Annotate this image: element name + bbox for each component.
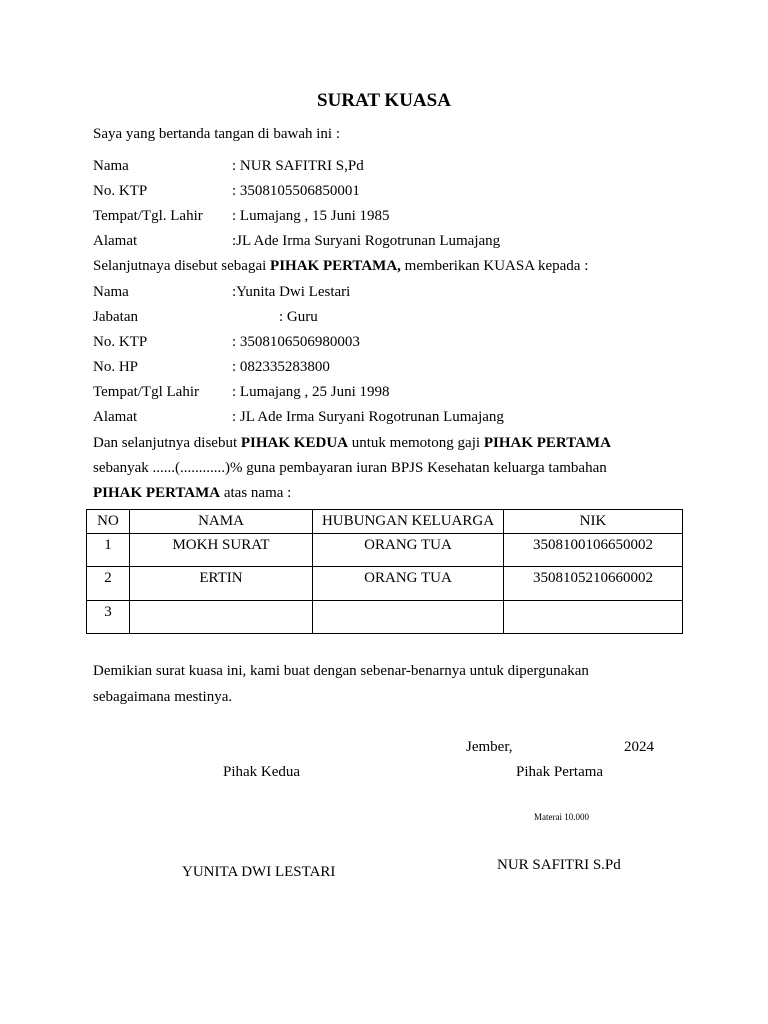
- second-party-position-value: : Guru: [279, 309, 318, 325]
- second-party-ttl-label: Tempat/Tgl Lahir: [93, 384, 199, 400]
- first-party-ktp-value: : 3508105506850001: [232, 183, 360, 199]
- signature-place: Jember,: [466, 739, 513, 755]
- family-table: [86, 509, 683, 634]
- statement-second-bold1: PIHAK KEDUA: [240, 435, 348, 451]
- table-header-row: [87, 510, 683, 534]
- second-party-address-label: Alamat: [93, 409, 138, 425]
- intro-text: Saya yang bertanda tangan di bawah ini :: [93, 126, 341, 142]
- first-party-signature-name: NUR SAFITRI S.Pd: [497, 857, 621, 873]
- second-party-position-label: Jabatan: [93, 309, 138, 325]
- document-title: SURAT KUASA: [317, 90, 451, 111]
- header-hubungan: HUBUNGAN KELUARGA: [313, 510, 504, 534]
- cell-nik: [504, 601, 683, 634]
- first-party-name-label: Nama: [93, 158, 129, 174]
- statement-first-party-bold: PIHAK PERTAMA,: [270, 258, 401, 274]
- second-party-signature-label: Pihak Kedua: [223, 764, 301, 780]
- cell-nik: 3508100106650002: [504, 534, 683, 567]
- second-party-ktp-label: No. KTP: [93, 334, 148, 350]
- statement-second-pre: Dan selanjutnya disebut: [93, 435, 241, 451]
- statement-second-mid: untuk memotong gaji: [347, 435, 484, 451]
- cell-no: 1: [87, 534, 130, 567]
- statement-first-party: [93, 257, 588, 275]
- stamp-duty-note: Materai 10.000: [534, 812, 589, 822]
- table-row: [87, 534, 683, 567]
- cell-nama: ERTIN: [130, 567, 313, 601]
- second-party-hp-label: No. HP: [93, 359, 139, 375]
- header-nik: NIK: [504, 510, 683, 534]
- first-party-ktp-label: No. KTP: [93, 183, 148, 199]
- second-party-hp-value: : 082335283800: [232, 359, 330, 375]
- statement-second-line3-post: atas nama :: [220, 485, 292, 501]
- statement-first-party-post: memberikan KUASA kepada :: [400, 258, 589, 274]
- second-party-name-value: :Yunita Dwi Lestari: [232, 284, 351, 300]
- first-party-ttl-value: : Lumajang , 15 Juni 1985: [232, 208, 390, 224]
- first-party-address-label: Alamat: [93, 233, 138, 249]
- statement-second-line1: [93, 434, 611, 452]
- signature-year: 2024: [624, 739, 654, 755]
- closing-line2: sebagaimana mestinya.: [93, 689, 233, 705]
- cell-nik: 3508105210660002: [504, 567, 683, 601]
- statement-first-party-pre: Selanjutnaya disebut sebagai: [93, 258, 271, 274]
- first-party-name-value: : NUR SAFITRI S,Pd: [232, 158, 364, 174]
- first-party-signature-label: Pihak Pertama: [516, 764, 604, 780]
- first-party-address-value: :JL Ade Irma Suryani Rogotrunan Lumajang: [232, 233, 501, 249]
- second-party-address-value: : JL Ade Irma Suryani Rogotrunan Lumajang: [232, 409, 504, 425]
- cell-hubungan: [313, 601, 504, 634]
- second-party-ktp-value: : 3508106506980003: [232, 334, 360, 350]
- statement-second-line3-bold: PIHAK PERTAMA: [93, 485, 221, 501]
- table-row: [87, 567, 683, 601]
- second-party-ttl-value: : Lumajang , 25 Juni 1998: [232, 384, 390, 400]
- cell-hubungan: ORANG TUA: [313, 567, 504, 601]
- statement-second-line2: sebanyak ......(............)% guna pembayaran iuran BPJS Kesehatan keluarga tambahan: [93, 460, 607, 476]
- cell-hubungan: ORANG TUA: [313, 534, 504, 567]
- cell-nama: MOKH SURAT: [130, 534, 313, 567]
- closing-line1: Demikian surat kuasa ini, kami buat dengan sebenar-benarnya untuk dipergunakan: [93, 663, 589, 679]
- statement-second-line3: [93, 484, 291, 502]
- header-nama: NAMA: [130, 510, 313, 534]
- cell-nama: [130, 601, 313, 634]
- second-party-name-label: Nama: [93, 284, 129, 300]
- header-no: NO: [87, 510, 130, 534]
- cell-no: 3: [87, 601, 130, 634]
- statement-second-bold2: PIHAK PERTAMA: [483, 435, 611, 451]
- second-party-signature-name: YUNITA DWI LESTARI: [182, 864, 336, 880]
- first-party-ttl-label: Tempat/Tgl. Lahir: [93, 208, 203, 224]
- cell-no: 2: [87, 567, 130, 601]
- table-row: [87, 601, 683, 634]
